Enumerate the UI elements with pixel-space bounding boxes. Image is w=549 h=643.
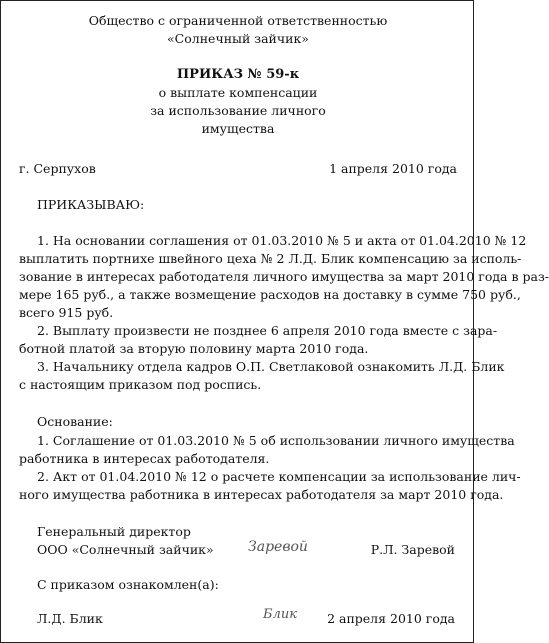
order-subject-line1: о выплате компенсации (158, 85, 318, 100)
org-name-line2: «Солнечный зайчик» (167, 31, 309, 46)
basis-label: Основание: (37, 414, 113, 429)
basis-item-1 (19, 432, 515, 468)
place: г. Серпухов (19, 161, 96, 176)
text-line: 3. Начальнику отдела кадров О.П. Светлаковой ознакомить Л.Д. Блик (37, 359, 505, 374)
director-name: Р.Л. Заревой (370, 542, 455, 557)
order-subject-line2: за использование личного (150, 103, 326, 118)
text-line: мере 165 руб., а также возмещение расходов на доставку в сумме 750 руб., (19, 287, 521, 302)
command-heading: ПРИКАЗЫВАЮ: (37, 197, 145, 212)
text-line: выплатить портнихе швейного цеха № 2 Л.Д. Блик компенсацию за исполь- (19, 251, 522, 266)
text-line: 1. На основании соглашения от 01.03.2010 № 5 и акта от 01.04.2010 № 12 (37, 233, 527, 248)
order-item-3 (19, 358, 505, 394)
text-line: ного имущества работника в интересах работодателя за март 2010 года. (19, 487, 504, 502)
text-line: ботной платой за вторую половину марта 2010 года. (19, 341, 369, 356)
basis-item-2 (19, 468, 521, 504)
order-subject-line3: имущества (201, 121, 275, 136)
text-line: 2. Выплату произвести не позднее 6 апреля 2010 года вместе с зара- (37, 323, 498, 338)
order-date: 1 апреля 2010 года (329, 161, 457, 176)
employee-name: Л.Д. Блик (37, 611, 103, 626)
order-title: ПРИКАЗ № 59-к (176, 67, 300, 82)
text-line: 2. Акт от 01.04.2010 № 12 о расчете компенсации за использование лич- (37, 469, 521, 484)
text-line: с настоящим приказом под роспись. (19, 377, 262, 392)
employee-date: 2 апреля 2010 года (327, 611, 455, 626)
employee-signature: Блик (263, 607, 297, 622)
order-item-2 (19, 322, 498, 358)
text-line: работника в интересах работодателя. (19, 451, 270, 466)
acquainted-label: С приказом ознакомлен(а): (37, 577, 219, 592)
org-name-line1: Общество с ограниченной ответственностью (88, 13, 388, 28)
text-line: зование в интересах работодателя личного имущества за март 2010 года в раз- (19, 269, 549, 284)
director-org: ООО «Солнечный зайчик» (37, 542, 214, 557)
text-line: всего 915 руб. (19, 305, 114, 320)
text-line: 1. Соглашение от 01.03.2010 № 5 об использовании личного имущества (37, 433, 515, 448)
order-item-1 (19, 232, 549, 322)
director-signature: Заревой (248, 539, 308, 555)
director-title: Генеральный директор (37, 524, 191, 539)
